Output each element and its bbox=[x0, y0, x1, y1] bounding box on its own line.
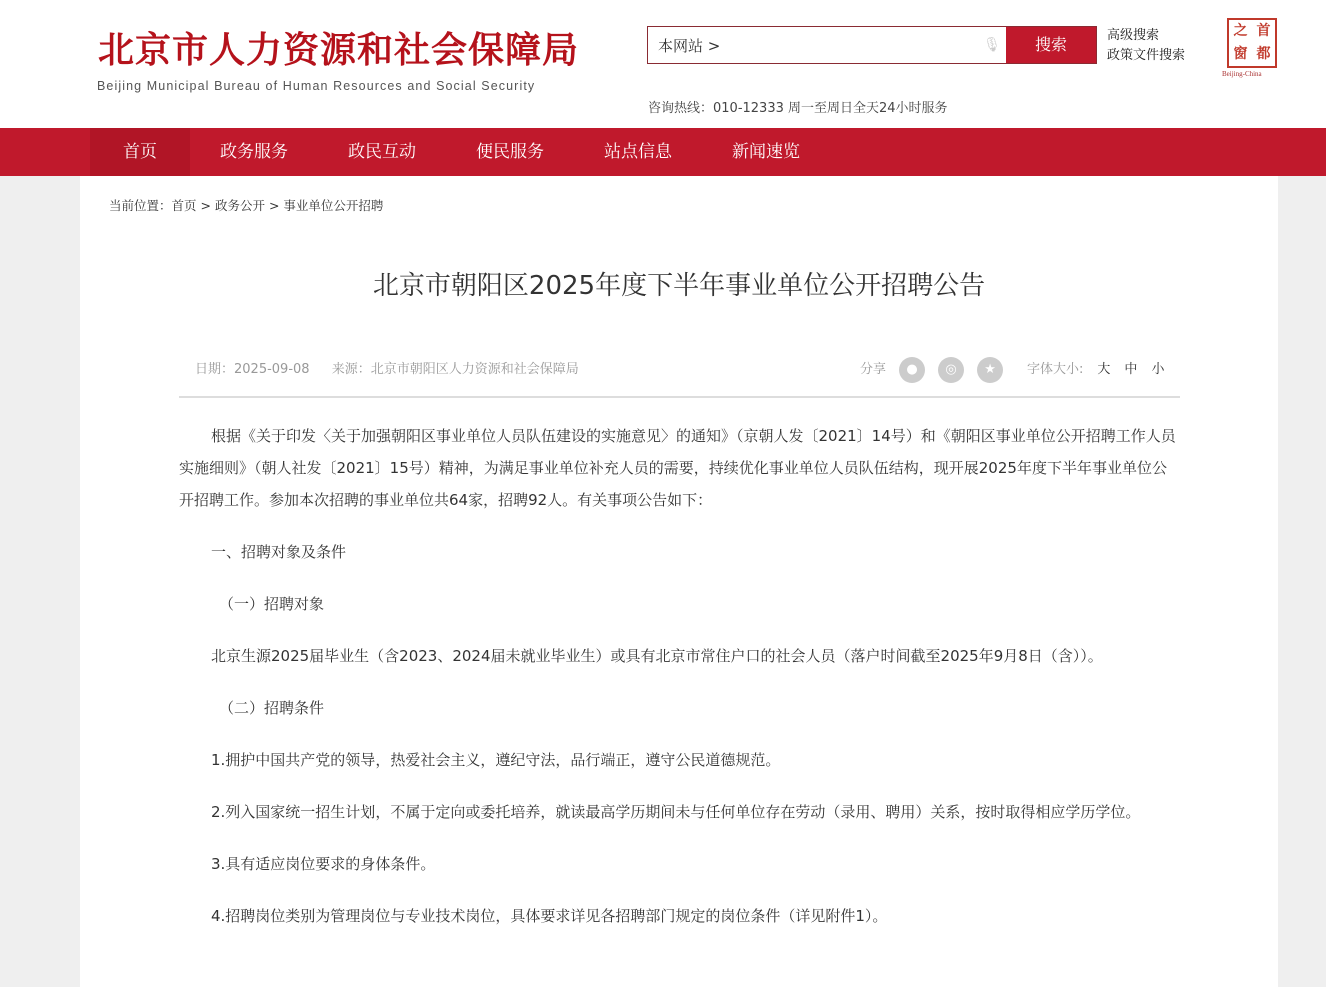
capital-window-seal-logo[interactable] bbox=[1227, 18, 1277, 68]
site-logo-title[interactable]: 北京市人力资源和社会保障局 bbox=[98, 30, 580, 71]
paragraph: 4.招聘岗位类别为管理岗位与专业技术岗位，具体要求详见各招聘部门规定的岗位条件（详见附件1）。 bbox=[211, 907, 888, 925]
breadcrumb-label: 当前位置： bbox=[109, 198, 172, 213]
subsection-heading: （一）招聘对象 bbox=[219, 595, 325, 613]
divider bbox=[179, 396, 1180, 398]
article-date: 日期：2025-09-08 bbox=[195, 362, 310, 377]
paragraph: 1.拥护中国共产党的领导，热爱社会主义，遵纪守法，品行端正，遵守公民道德规范。 bbox=[211, 751, 781, 769]
hotline-text: 咨询热线：010-12333 周一至周日全天24小时服务 bbox=[648, 101, 948, 116]
nav-convenience-services[interactable]: 便民服务 bbox=[476, 142, 544, 162]
seal-char: 都 bbox=[1256, 46, 1271, 62]
article-title: 北京市朝阳区2025年度下半年事业单位公开招聘公告 bbox=[372, 271, 986, 301]
nav-government-services[interactable]: 政务服务 bbox=[220, 142, 288, 162]
main-nav bbox=[0, 128, 1326, 176]
nav-home[interactable]: 首页 bbox=[90, 128, 190, 176]
nav-interaction[interactable]: 政民互动 bbox=[348, 142, 416, 162]
policy-search-link[interactable]: 政策文件搜索 bbox=[1107, 48, 1186, 63]
font-size-medium[interactable]: 中 bbox=[1124, 362, 1138, 377]
share-label: 分享 bbox=[860, 362, 887, 377]
seal-char: 窗 bbox=[1233, 46, 1248, 62]
breadcrumb-sep: > bbox=[196, 198, 215, 213]
seal-char: 首 bbox=[1256, 23, 1271, 39]
nav-news[interactable]: 新闻速览 bbox=[732, 142, 800, 162]
breadcrumb-home[interactable]: 首页 bbox=[171, 198, 197, 213]
breadcrumb-sep: > bbox=[264, 198, 284, 213]
wechat-share-icon[interactable]: ● bbox=[899, 357, 925, 383]
paragraph: 2.列入国家统一招生计划，不属于定向或委托培养，就读最高学历期间未与任何单位存在劳动（录用、聘用）关系，按时取得相应学历学位。 bbox=[211, 803, 1141, 821]
advanced-search-links bbox=[1107, 26, 1185, 66]
share-bar bbox=[860, 356, 1164, 384]
section-heading: 一、招聘对象及条件 bbox=[211, 543, 347, 561]
weibo-share-icon[interactable]: ◎ bbox=[938, 357, 964, 383]
article-body bbox=[179, 420, 1180, 952]
qzone-share-icon[interactable]: ★ bbox=[977, 357, 1003, 383]
breadcrumb-public-affairs[interactable]: 政务公开 bbox=[214, 198, 265, 213]
search-box bbox=[647, 26, 1097, 64]
font-size-large[interactable]: 大 bbox=[1097, 362, 1111, 377]
article-panel bbox=[80, 176, 1278, 987]
breadcrumb bbox=[109, 197, 383, 215]
paragraph: 根据《关于印发〈关于加强朝阳区事业单位人员队伍建设的实施意见〉的通知》（京朝人发〔2021〕14号）和《朝阳区事业单位公开招聘工作人员实施细则》（朝人社发〔2021〕15号）精神，为满足事业单位补充人员的需要，持续优化事业单位人员队伍结构，现开展2025年度下半年事业单位公开招聘工作。参加本次招聘的事业单位共64家，招聘92人。有关事项公告如下： bbox=[179, 427, 1176, 509]
search-button[interactable]: 搜索 bbox=[1006, 27, 1096, 63]
site-logo-subtitle: Beijing Municipal Bureau of Human Resources and Social Security bbox=[97, 79, 536, 93]
paragraph: 北京生源2025届毕业生（含2023、2024届未就业毕业生）或具有北京市常住户口的社会人员（落户时间截至2025年9月8日（含））。 bbox=[211, 647, 1103, 665]
article-source: 来源：北京市朝阳区人力资源和社会保障局 bbox=[331, 362, 579, 377]
search-input[interactable] bbox=[648, 27, 978, 63]
site-header bbox=[0, 0, 1326, 128]
nav-site-info[interactable]: 站点信息 bbox=[604, 142, 672, 162]
subsection-heading: （二）招聘条件 bbox=[219, 699, 325, 717]
seal-char: 之 bbox=[1233, 23, 1248, 39]
article-meta bbox=[195, 361, 597, 379]
microphone-icon[interactable]: 🎙 bbox=[983, 37, 1001, 53]
font-size-label: 字体大小: bbox=[1027, 362, 1084, 377]
advanced-search-link[interactable]: 高级搜索 bbox=[1107, 28, 1160, 43]
breadcrumb-recruitment[interactable]: 事业单位公开招聘 bbox=[283, 198, 384, 213]
seal-caption: Beijing-China bbox=[1222, 70, 1262, 78]
font-size-small[interactable]: 小 bbox=[1151, 362, 1165, 377]
paragraph: 3.具有适应岗位要求的身体条件。 bbox=[211, 855, 436, 873]
